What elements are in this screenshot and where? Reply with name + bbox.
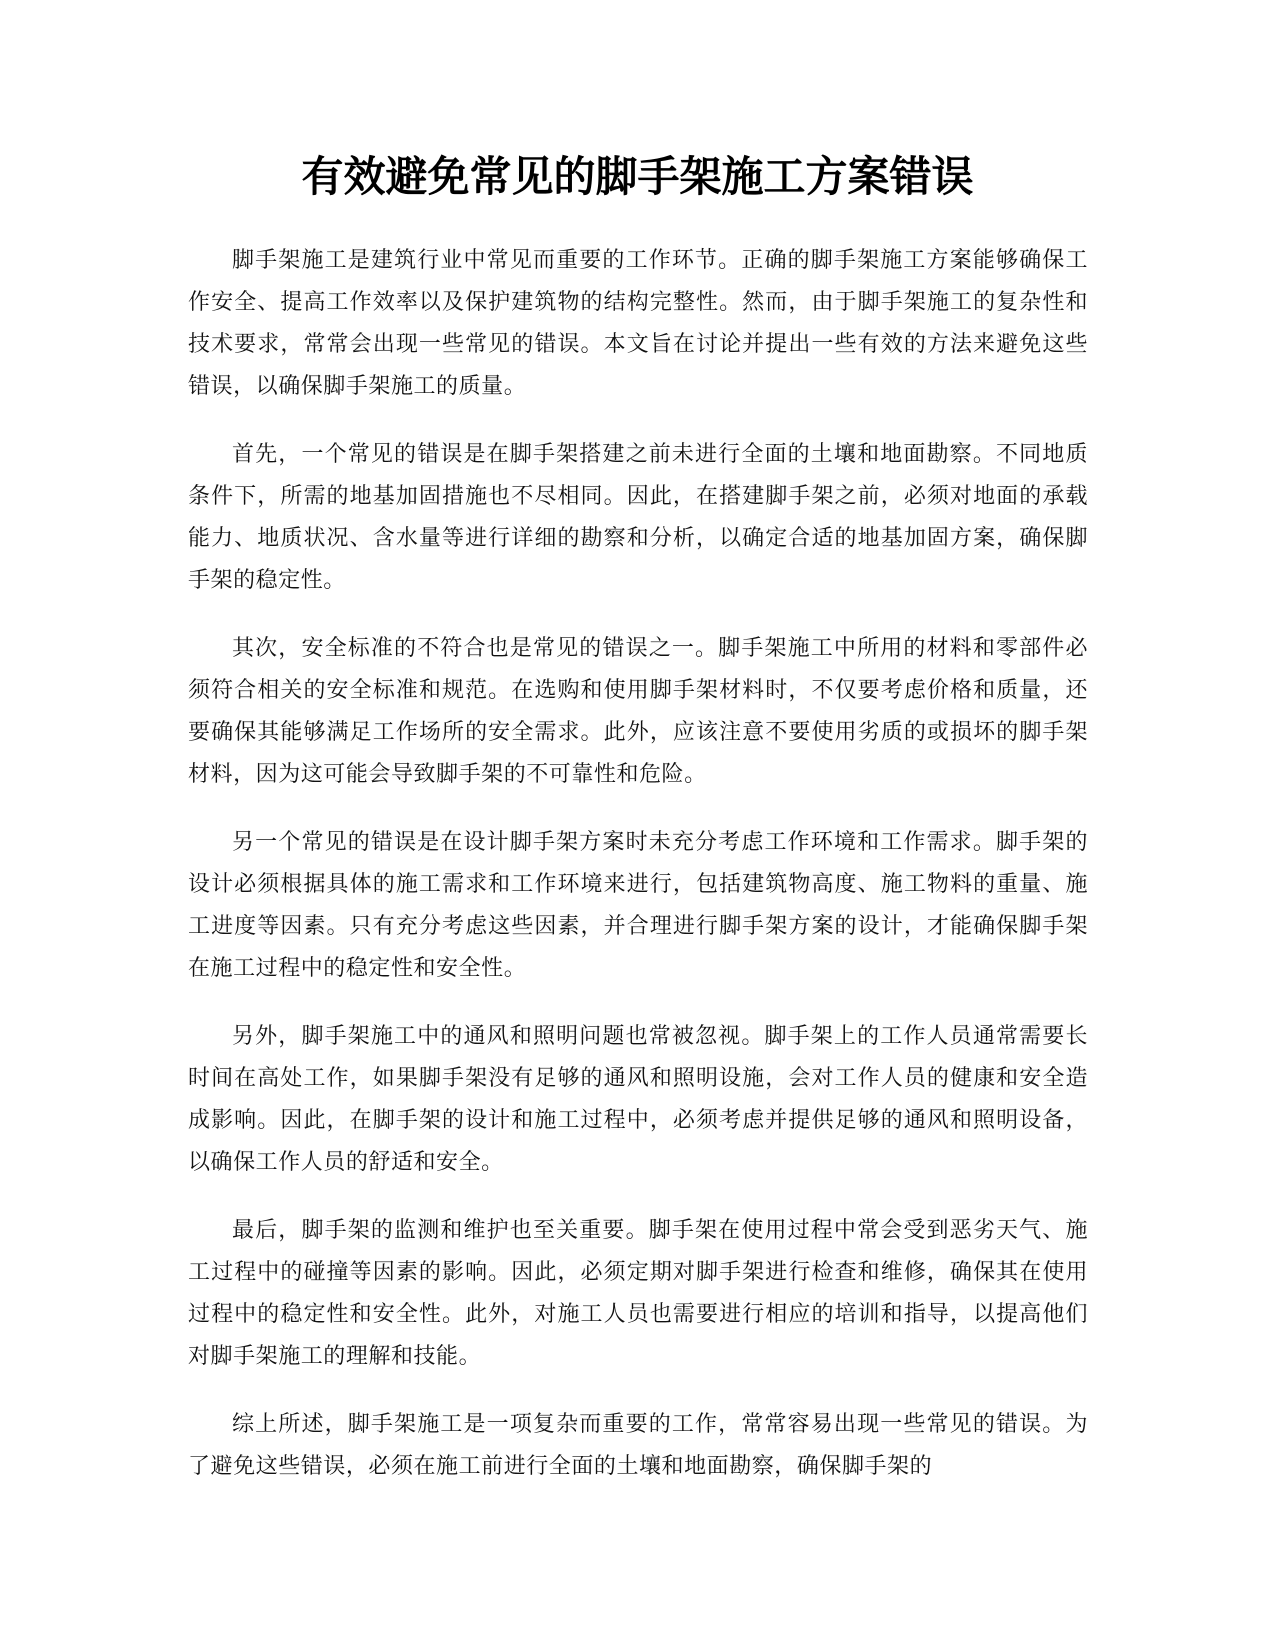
paragraph-intro: 脚手架施工是建筑行业中常见而重要的工作环节。正确的脚手架施工方案能够确保工作安全、提高工作效率以及保护建筑物的结构完整性。然而，由于脚手架施工的复杂性和技术要求，常常会出现一些常见的错误。本文旨在讨论并提出一些有效的方法来避免这些错误，以确保脚手架施工的质量。 <box>188 248 1088 399</box>
paragraph-design-requirements: 另一个常见的错误是在设计脚手架方案时未充分考虑工作环境和工作需求。脚手架的设计必须根据具体的施工需求和工作环境来进行，包括建筑物高度、施工物料的重量、施工进度等因素。只有充分考虑这些因素，并合理进行脚手架方案的设计，才能确保脚手架在施工过程中的稳定性和安全性。 <box>188 830 1088 981</box>
document-title: 有效避免常见的脚手架施工方案错误 <box>301 152 974 201</box>
document-body <box>188 240 1088 1514</box>
paragraph-monitoring-maintenance: 最后，脚手架的监测和维护也至关重要。脚手架在使用过程中常会受到恶劣天气、施工过程中的碰撞等因素的影响。因此，必须定期对脚手架进行检查和维修，确保其在使用过程中的稳定性和安全性。此外，对施工人员也需要进行相应的培训和指导，以提高他们对脚手架施工的理解和技能。 <box>188 1218 1088 1369</box>
paragraph-conclusion: 综上所述，脚手架施工是一项复杂而重要的工作，常常容易出现一些常见的错误。为了避免这些错误，必须在施工前进行全面的土壤和地面勘察，确保脚手架的 <box>188 1412 1088 1479</box>
paragraph-safety-standards: 其次，安全标准的不符合也是常见的错误之一。脚手架施工中所用的材料和零部件必须符合相关的安全标准和规范。在选购和使用脚手架材料时，不仅要考虑价格和质量，还要确保其能够满足工作场所的安全需求。此外，应该注意不要使用劣质的或损坏的脚手架材料，因为这可能会导致脚手架的不可靠性和危险。 <box>188 636 1088 787</box>
paragraph-ventilation-lighting: 另外，脚手架施工中的通风和照明问题也常被忽视。脚手架上的工作人员通常需要长时间在高处工作，如果脚手架没有足够的通风和照明设施，会对工作人员的健康和安全造成影响。因此，在脚手架的设计和施工过程中，必须考虑并提供足够的通风和照明设备，以确保工作人员的舒适和安全。 <box>188 1024 1088 1175</box>
paragraph-soil-survey: 首先，一个常见的错误是在脚手架搭建之前未进行全面的土壤和地面勘察。不同地质条件下，所需的地基加固措施也不尽相同。因此，在搭建脚手架之前，必须对地面的承载能力、地质状况、含水量等进行详细的勘察和分析，以确定合适的地基加固方案，确保脚手架的稳定性。 <box>188 442 1088 593</box>
